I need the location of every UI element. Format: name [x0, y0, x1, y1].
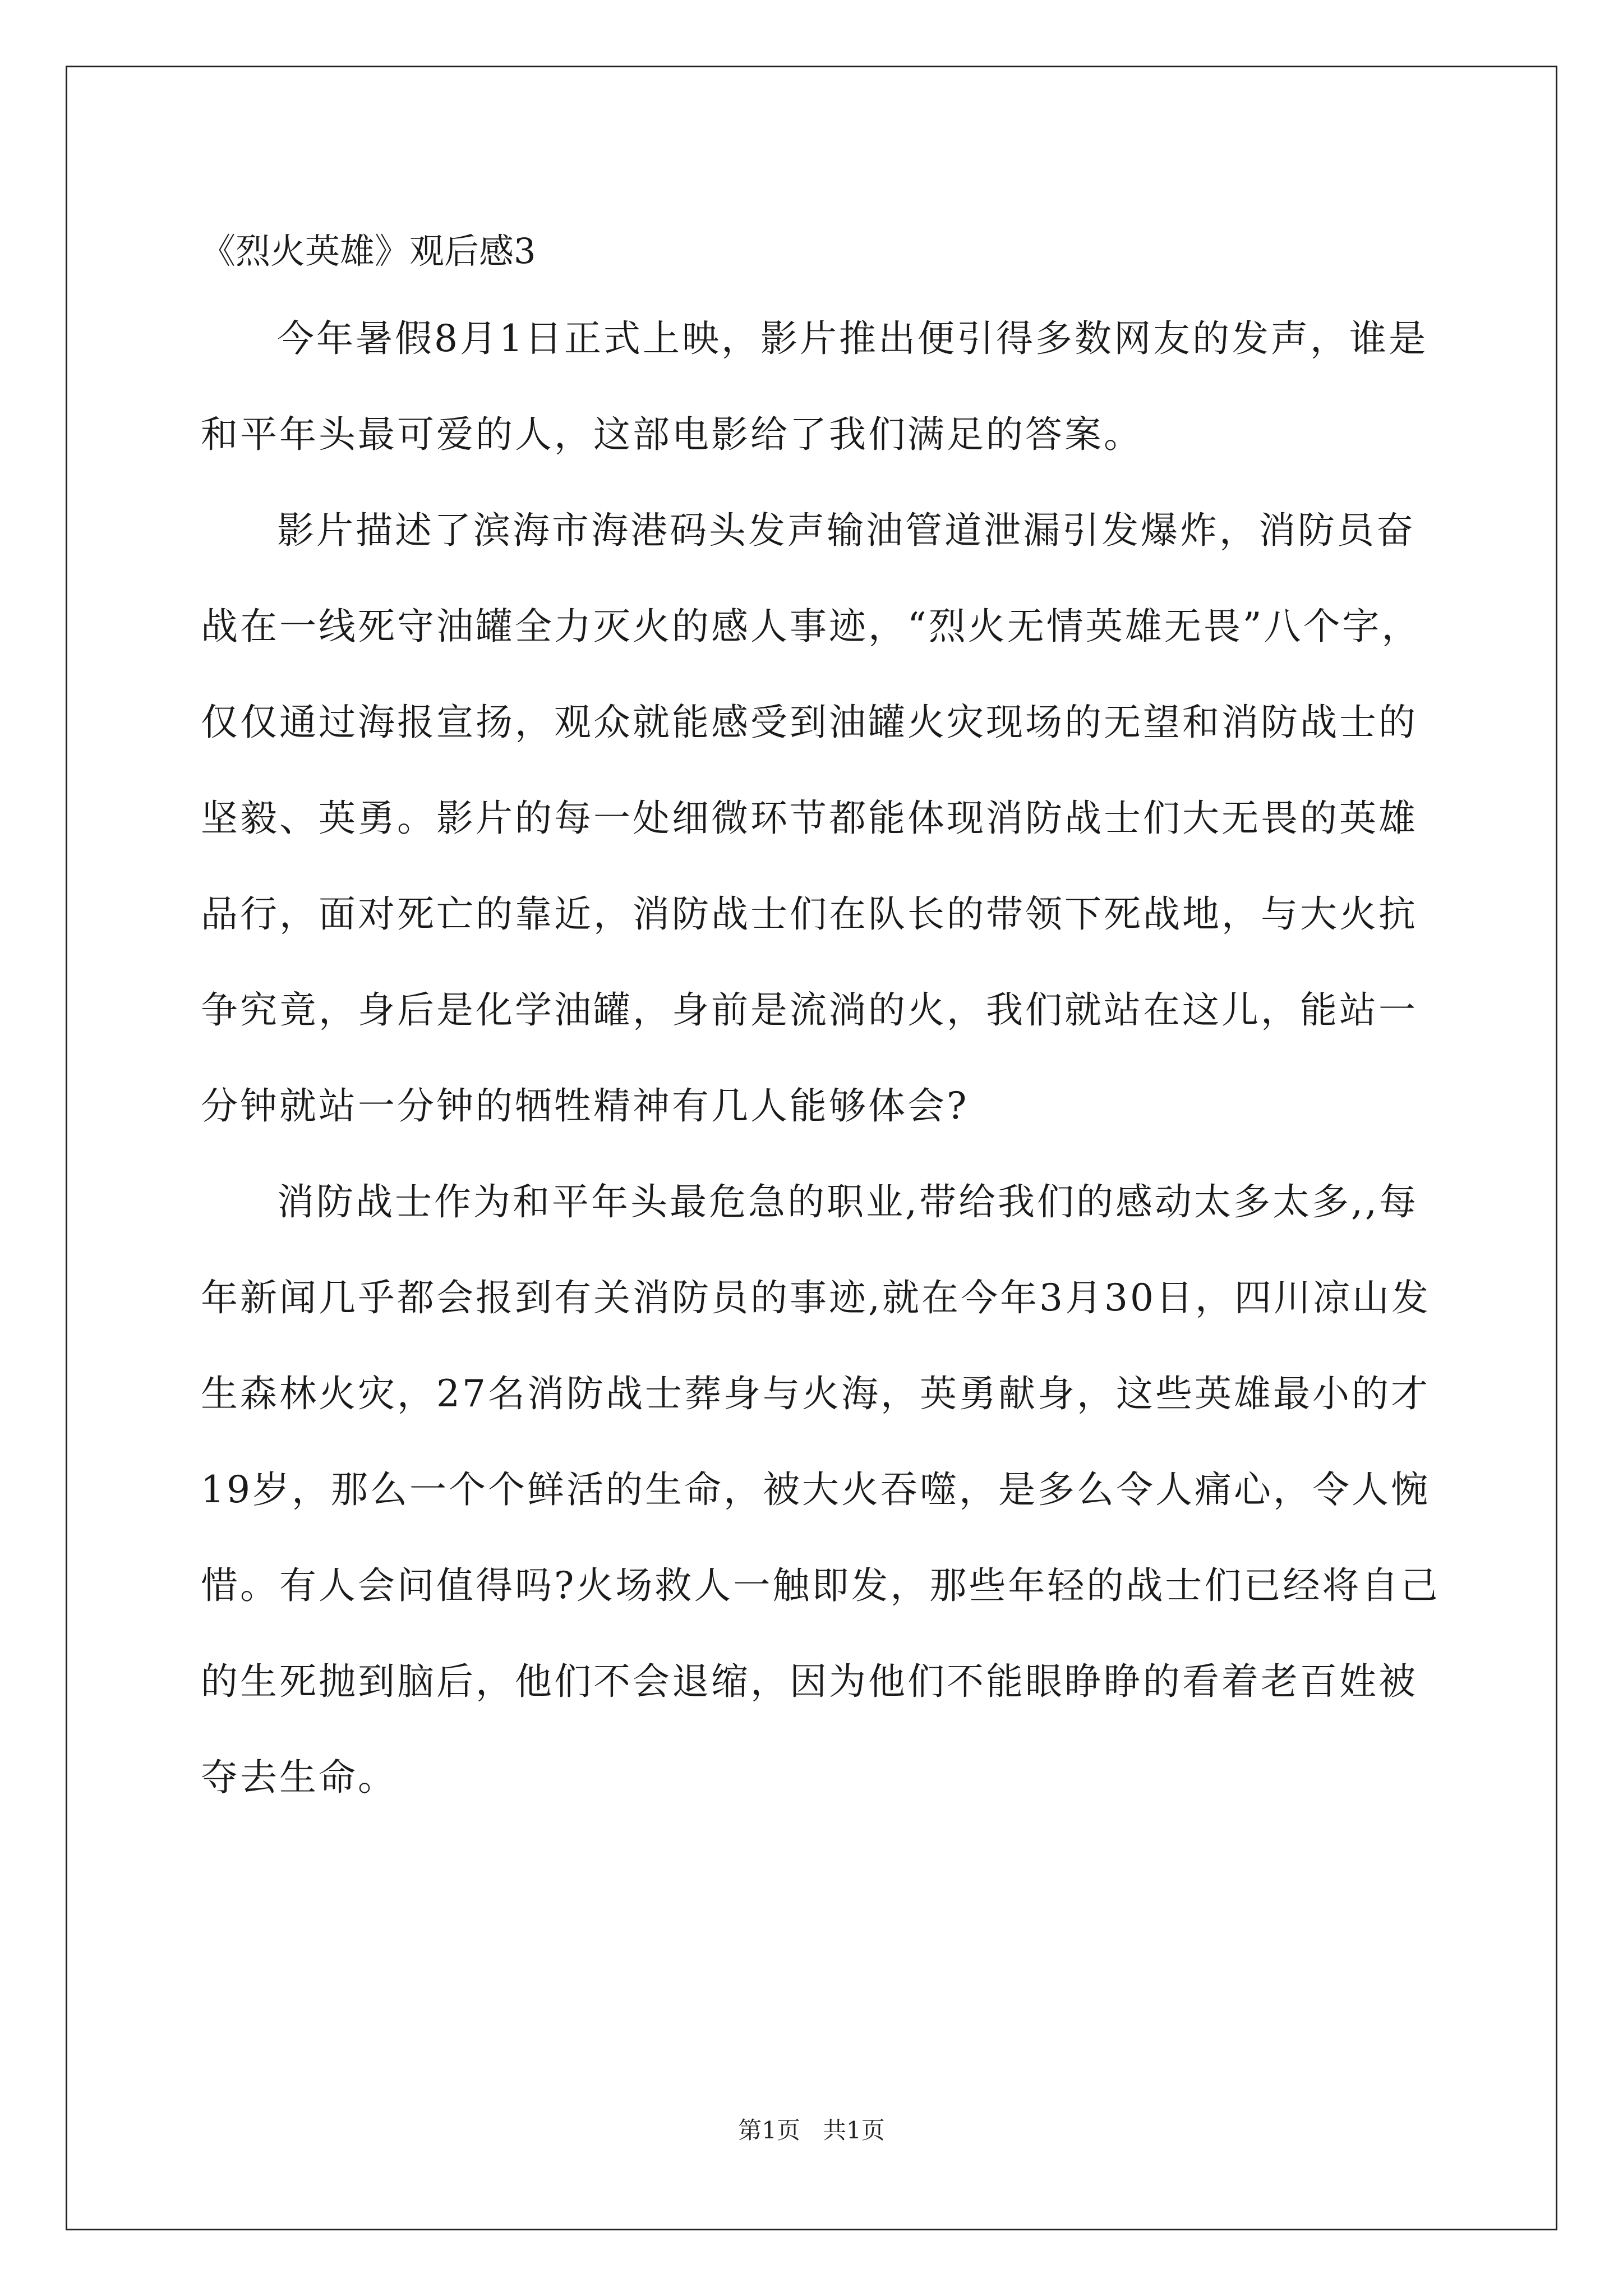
paragraph-2: 影片描述了滨海市海港码头发声输油管道泄漏引发爆炸，消防员奋战在一线死守油罐全力灭火的感人事迹，“烈火无情英雄无畏”八个字，仅仅通过海报宣扬，观众就能感受到油罐火灾现场的无望和消防战士的坚毅、英勇。影片的每一处细微环节都能体现消防战士们大无畏的英雄品行，面对死亡的靠近，消防战士们在队长的带领下死战地，与大火抗争究竟，身后是化学油罐，身前是流淌的火，我们就站在这儿，能站一分钟就站一分钟的牺牲精神有几人能够体会? [201, 509, 1421, 1128]
paragraph-3: 消防战士作为和平年头最危急的职业,带给我们的感动太多太多,,每年新闻几乎都会报到有关消防员的事迹,就在今年3月30日，四川凉山发生森林火灾，27名消防战士葬身与火海，英勇献身，这些英雄最小的才19岁，那么一个个鲜活的生命，被大火吞噬，是多么令人痛心，令人惋惜。有人会问值得吗?火场救人一触即发，那些年轻的战士们已经将自己的生死抛到脑后，他们不会退缩，因为他们不能眼睁睁的看着老百姓被夺去生命。 [201, 1180, 1440, 1799]
page-number-footer: 第1页 共1页 [738, 2116, 885, 2144]
paragraph-1: 今年暑假8月1日正式上映，影片推出便引得多数网友的发声，谁是和平年头最可爱的人，这部电影给了我们满足的答案。 [201, 317, 1428, 456]
document-body [201, 212, 1446, 1825]
document-title: 《烈火英雄》观后感3 [201, 231, 536, 272]
